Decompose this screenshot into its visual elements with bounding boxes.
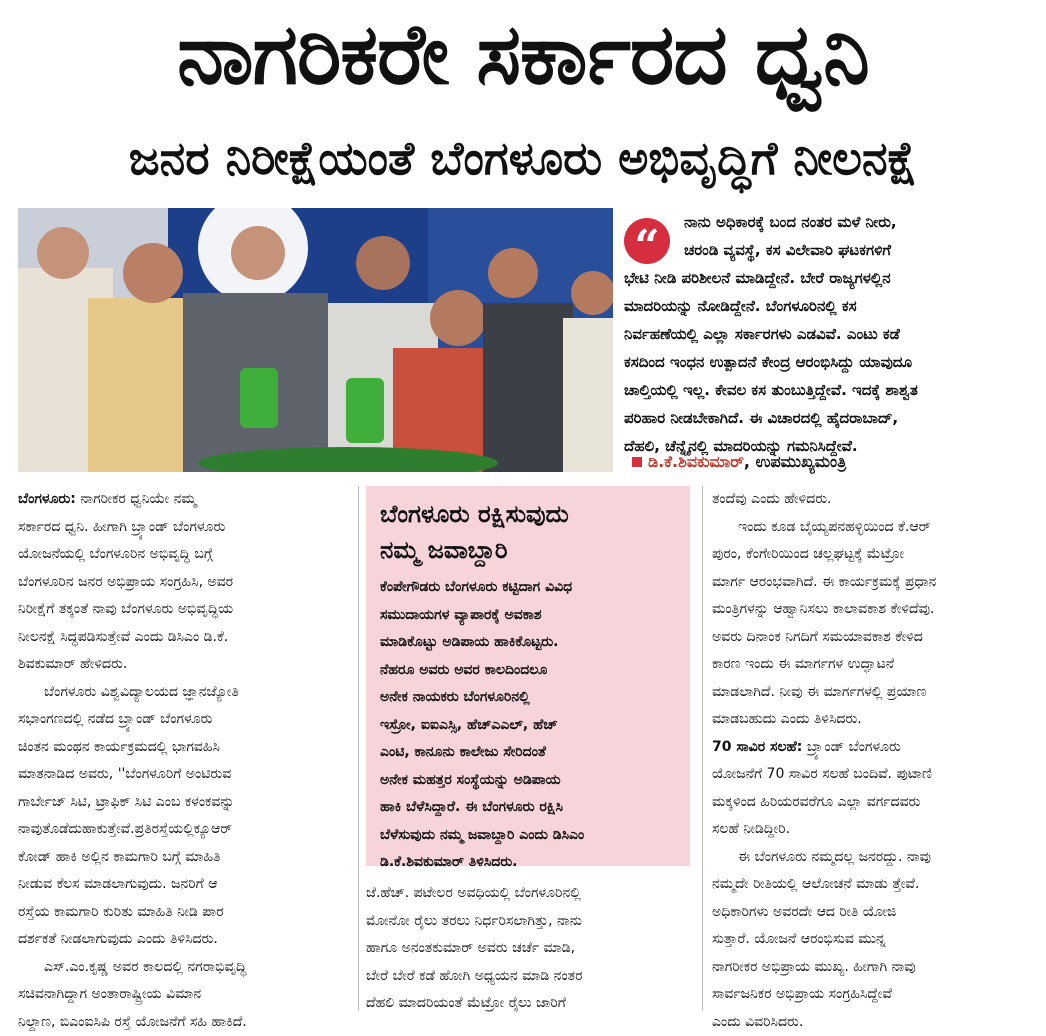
attribution-role: , ಉಪಮುಖ್ಯಮಂತ್ರಿ <box>744 452 846 471</box>
quote-line: ಚರಂಡಿ ವ್ಯವಸ್ಥೆ, ಕಸ ವಿಲೇವಾರಿ ಘಟಕಗಳಿಗೆ <box>624 236 1034 264</box>
body-line: ಹಾಗೂ ಅನಂತಕುಮಾರ್ ಅವರು ಚರ್ಚೆ ಮಾಡಿ, <box>366 935 694 963</box>
body-line: ಬೆಂಗಳೂರು: ನಾಗರೀಕರ ಧ್ವನಿಯೇ ನಮ್ಮ <box>18 486 350 514</box>
box-title-line: ಬೆಂಗಳೂರು ರಕ್ಷಿಸುವುದು <box>380 496 680 532</box>
subhead-lead: 70 ಸಾವಿರ ಸಲಹೆ: <box>712 739 802 755</box>
box-line: ಎಂಟಿ, ಕಾನೂನು ಕಾಲೇಜು ಸೇರಿದಂತೆ <box>380 739 680 767</box>
body-line: ಚಿಂತನ ಮಂಥನ ಕಾರ್ಯಕ್ರಮದಲ್ಲಿ ಭಾಗವಹಿಸಿ <box>18 734 350 762</box>
box-line: ನೆಹರೂ ಅವರು ಅವರ ಕಾಲದಿಂದಲೂ <box>380 657 680 685</box>
body-line: ಸಭಾಂಗಣದಲ್ಲಿ ನಡೆದ ಬ್ರ್ಯಾಂಡ್ ಬೆಂಗಳೂರು <box>18 706 350 734</box>
body-line: ಸಾರ್ವಜನಿಕರ ಅಭಿಪ್ರಾಯ ಸಂಗ್ರಹಿಸಿದ್ದೇವೆ <box>712 981 1040 1009</box>
attribution-name: ಡಿ.ಕೆ.ಶಿವಕುಮಾರ್ <box>648 452 744 471</box>
article-column-2 <box>366 880 694 1018</box>
event-photo <box>18 208 613 472</box>
box-line: ಅನೇಕ ಮಹತ್ತರ ಸಂಸ್ಥೆಯನ್ನು ಅಡಿಪಾಯ <box>380 767 680 795</box>
body-line: ನಮ್ಮದೇ ರೀತಿಯಲ್ಲಿ ಆಲೋಚನೆ ಮಾಡು ತ್ತೇವೆ. <box>712 871 1040 899</box>
quote-line: ಕಸದಿಂದ ಇಂಧನ ಉತ್ಪಾದನೆ ಕೇಂದ್ರ ಆರಂಭಿಸಿದ್ದು ಯಾವುದೂ <box>624 348 1034 376</box>
body-line: ನಾವುತೊಡೆದುಹಾಕುತ್ತೇವೆ.ಪ್ರತಿರಸ್ತೆಯಲ್ಲಿಕ್ಯೂಆರ್ <box>18 816 350 844</box>
box-line: ಇಸ್ರೋ, ಐಐಎಸ್ಸಿ, ಹೆಚ್‌ಎಎಲ್, ಹೆಚ್ <box>380 712 680 740</box>
sidebar-box <box>366 486 690 866</box>
body-line: ಮಂತ್ರಿಗಳನ್ನು ಆಹ್ವಾನಿಸಲು ಕಾಲಾವಕಾಶ ಕೇಳಿದೆವು. <box>712 596 1040 624</box>
article-column-3 <box>712 486 1040 1036</box>
box-title-line: ನಮ್ಮ ಜವಾಬ್ದಾರಿ <box>380 532 680 568</box>
body-line: ಬೇರೆ ಬೇರೆ ಕಡೆ ಹೋಗಿ ಅಧ್ಯಯನ ಮಾಡಿ ನಂತರ <box>366 963 694 991</box>
quote-line: ನಾನು ಅಧಿಕಾರಕ್ಕೆ ಬಂದ ನಂತರ ಮಳೆ ನೀರು, <box>624 208 1034 236</box>
subheadline: ಜನರ ನಿರೀಕ್ಷೆಯಂತೆ ಬೆಂಗಳೂರು ಅಭಿವೃದ್ಧಿಗೆ ನೀಲನಕ್ಷೆ <box>0 126 1046 190</box>
body-line: ರಸ್ತೆಯ ಕಾಮಗಾರಿ ಕುರಿತು ಮಾಹಿತಿ ನೀಡಿ ಪಾರ <box>18 899 350 927</box>
article-column-1 <box>18 486 350 1036</box>
headline: ನಾಗರಿಕರೇ ಸರ್ಕಾರದ ಧ್ವನಿ <box>0 4 1046 104</box>
quote-line: ಭೇಟಿ ನೀಡಿ ಪರಿಶೀಲನೆ ಮಾಡಿದ್ದೇನೆ. ಬೇರೆ ರಾಜ್ಯಗಳಲ್ಲಿನ <box>624 264 1034 292</box>
body-line: ಬೆಂಗಳೂರಿನ ಜನರ ಅಭಿಪ್ರಾಯ ಸಂಗ್ರಹಿಸಿ, ಅವರ <box>18 569 350 597</box>
box-line: ಬೆಳೆಸುವುದು ನಮ್ಮ ಜವಾಬ್ದಾರಿ ಎಂದು ಡಿಸಿಎಂ <box>380 822 680 850</box>
body-line: ಯೋಜನೆಗೆ 70 ಸಾವಿರ ಸಲಹೆ ಬಂದಿವೆ. ಪುಟಾಣಿ <box>712 761 1040 789</box>
body-line: ಮಾಡಲಾಗಿದೆ. ನೀವು ಈ ಮಾರ್ಗಗಳಲ್ಲಿ ಪ್ರಯಾಣ <box>712 679 1040 707</box>
quote-line: ಪರಿಹಾರ ನೀಡಬೇಕಾಗಿದೆ. ಈ ವಿಚಾರದಲ್ಲಿ ಹೈದರಾಬಾದ್, <box>624 404 1034 432</box>
body-line: ಅಧಿಕಾರಿಗಳು ಅವರದೇ ಆದ ರೀತಿ ಯೋಜಿ <box>712 899 1040 927</box>
body-line: ಗಾರ್ಬೇಜ್ ಸಿಟಿ, ಟ್ರಾಫಿಕ್ ಸಿಟಿ ಎಂಬ ಕಳಂಕವನ್ನು <box>18 789 350 817</box>
body-line: ಇಂದು ಕೂಡ ಬೈಯ್ಯಪನಹಳ್ಳಿಯಿಂದ ಕೆ.ಆರ್ <box>712 514 1040 542</box>
box-line: ಮಾಡಿಕೊಟ್ಟು ಅಡಿಪಾಯ ಹಾಕಿಕೊಟ್ಟರು. <box>380 629 680 657</box>
body-line: ಯೋಜನೆಯಲ್ಲಿ ಬೆಂಗಳೂರಿನ ಅಭಿವೃದ್ಧಿ ಬಗ್ಗೆ <box>18 541 350 569</box>
body-line: ಈ ಬೆಂಗಳೂರು ನಮ್ಮದಲ್ಲ ಜನರದ್ದು. ನಾವು <box>712 844 1040 872</box>
box-body <box>380 574 680 877</box>
column-divider <box>358 486 359 1011</box>
box-line: ಸಮುದಾಯಗಳ ವ್ಯಾಪಾರಕ್ಕೆ ಅವಕಾಶ <box>380 602 680 630</box>
body-line: ಮಾಡಬಹುದು ಎಂದು ತಿಳಿಸಿದರು. <box>712 706 1040 734</box>
pull-quote <box>624 208 1034 478</box>
bullet-square-icon <box>632 457 642 467</box>
body-line: ಜೆ.ಹೆಚ್. ಪಟೇಲರ ಅವಧಿಯಲ್ಲಿ ಬೆಂಗಳೂರಿನಲ್ಲಿ <box>366 880 694 908</box>
dateline: ಬೆಂಗಳೂರು: <box>18 491 76 507</box>
box-line: ಕೆಂಪೇಗೌಡರು ಬೆಂಗಳೂರು ಕಟ್ಟಿದಾಗ ವಿವಿಧ <box>380 574 680 602</box>
box-line: ಅನೇಕ ನಾಯಕರು ಬೆಂಗಳೂರಿನಲ್ಲಿ <box>380 684 680 712</box>
box-line: ಹಾಕಿ ಬೆಳೆಸಿದ್ದಾರೆ. ಈ ಬೆಂಗಳೂರು ರಕ್ಷಿಸಿ <box>380 794 680 822</box>
body-line: ಮಾತನಾಡಿದ ಅವರು, ''ಬೆಂಗಳೂರಿಗೆ ಅಂಟಿರುವ <box>18 761 350 789</box>
body-line: ಪುರಂ, ಕೆಂಗೇರಿಯಿಂದ ಚಲ್ಲಘಟ್ಟಕ್ಕೆ ಮೆಟ್ರೋ <box>712 541 1040 569</box>
quote-line: ದೆಹಲಿ, ಚೆನ್ನೈನಲ್ಲಿ ಮಾದರಿಯನ್ನು ಗಮನಿಸಿದ್ದೇವೆ. <box>624 432 1034 460</box>
quote-line: ಮಾದರಿಯನ್ನು ನೋಡಿದ್ದೇನೆ. ಬೆಂಗಳೂರಿನಲ್ಲಿ ಕಸ <box>624 292 1034 320</box>
box-line: ಡಿ.ಕೆ.ಶಿವಕುಮಾರ್ ತಿಳಿಸಿದರು. <box>380 849 680 877</box>
body-line: ಕೋಡ್ ಹಾಕಿ ಅಲ್ಲಿನ ಕಾಮಗಾರಿ ಬಗ್ಗೆ ಮಾಹಿತಿ <box>18 844 350 872</box>
body-line: ಅವರು ದಿನಾಂಕ ನಿಗದಿಗೆ ಸಮಯಾವಕಾಶ ಕೇಳಿದ <box>712 624 1040 652</box>
body-line: ಮೋನೋ ರೈಲು ತರಲು ನಿರ್ಧರಿಸಲಾಗಿತ್ತು, ನಾನು <box>366 908 694 936</box>
body-line: ಬೆಂಗಳೂರು ವಿಶ್ವವಿದ್ಯಾಲಯದ ಜ್ಞಾನಜ್ಯೋತಿ <box>18 679 350 707</box>
body-line: ಸರ್ಕಾರದ ಧ್ವನಿ. ಹೀಗಾಗಿ ಬ್ರ್ಯಾಂಡ್ ಬೆಂಗಳೂರು <box>18 514 350 542</box>
body-line: 70 ಸಾವಿರ ಸಲಹೆ: ಬ್ರ್ಯಾಂಡ್ ಬೆಂಗಳೂರು <box>712 734 1040 762</box>
quote-line: ಚಾಲ್ತಿಯಲ್ಲಿ ಇಲ್ಲ. ಕೇವಲ ಕಸ ತುಂಬುತ್ತಿದ್ದೇವೆ. ಇದಕ್ಕೆ ಶಾಶ್ವತ <box>624 376 1034 404</box>
body-line: ತಂದೆವು ಎಂದು ಹೇಳಿದರು. <box>712 486 1040 514</box>
body-line: ದರ್ಶಕತೆ ನೀಡಲಾಗುವುದು ಎಂದು ತಿಳಿಸಿದರು. <box>18 926 350 954</box>
body-line: ಮಾರ್ಗ ಆರಂಭವಾಗಿದೆ. ಈ ಕಾರ್ಯಕ್ರಮಕ್ಕೆ ಪ್ರಧಾನ <box>712 569 1040 597</box>
body-line: ಶಿವಕುಮಾರ್ ಹೇಳಿದರು. <box>18 651 350 679</box>
body-line: ಎಂದು ವಿವರಿಸಿದರು. <box>712 1009 1040 1036</box>
body-line: ಎಸ್.ಎಂ.ಕೃಷ್ಣ ಅವರ ಕಾಲದಲ್ಲಿ ನಗರಾಭಿವೃದ್ಧಿ <box>18 954 350 982</box>
body-line: ಸಚಿವನಾಗಿದ್ದಾಗ ಅಂತಾರಾಷ್ಟ್ರೀಯ ವಿಮಾನ <box>18 981 350 1009</box>
body-line: ನಾಗರೀಕರ ಅಭಿಪ್ರಾಯ ಮುಖ್ಯ. ಹೀಗಾಗಿ ನಾವು <box>712 954 1040 982</box>
body-line: ನೀಲನಕ್ಷೆ ಸಿದ್ಧಪಡಿಸುತ್ತೇವೆ ಎಂದು ಡಿಸಿಎಂ ಡಿ.ಕೆ. <box>18 624 350 652</box>
box-title <box>380 496 680 568</box>
body-line: ನೀಡುವ ಕೆಲಸ ಮಾಡಲಾಗುವುದು. ಜನರಿಗೆ ಆ <box>18 871 350 899</box>
body-line: ನಿರೀಕ್ಷೆಗೆ ತಕ್ಕಂತೆ ನಾವು ಬೆಂಗಳೂರು ಅಭಿವೃದ್ಧಿಯ <box>18 596 350 624</box>
body-line: ನಿಲ್ದಾಣ, ಬಿಎಂಐಸಿಪಿ ರಸ್ತೆ ಯೋಜನೆಗೆ ಸಹಿ ಹಾಕಿದೆ. <box>18 1009 350 1036</box>
body-line: ಕಾರಣ ಇಂದು ಈ ಮಾರ್ಗಗಳ ಉದ್ಘಾಟನೆ <box>712 651 1040 679</box>
body-line: ಮಕ್ಕಳಿಂದ ಹಿರಿಯರವರೆಗೂ ಎಲ್ಲಾ ವರ್ಗದವರು <box>712 789 1040 817</box>
body-line: ಸಲಹೆ ನೀಡಿದ್ದೀರಿ. <box>712 816 1040 844</box>
quote-attribution <box>632 452 846 472</box>
quote-line: ನಿರ್ವಹಣೆಯಲ್ಲಿ ಎಲ್ಲಾ ಸರ್ಕಾರಗಳು ಎಡವಿವೆ. ಎಂಟು ಕಡೆ <box>624 320 1034 348</box>
body-line: ದೆಹಲಿ ಮಾದರಿಯಂತೆ ಮೆಟ್ರೋ ರೈಲು ಜಾರಿಗೆ <box>366 990 694 1018</box>
quote-icon: “ <box>624 218 670 264</box>
body-line: ಸುತ್ತಾರೆ. ಯೋಜನೆ ಆರಂಭಿಸುವ ಮುನ್ನ <box>712 926 1040 954</box>
column-divider <box>702 486 703 1011</box>
